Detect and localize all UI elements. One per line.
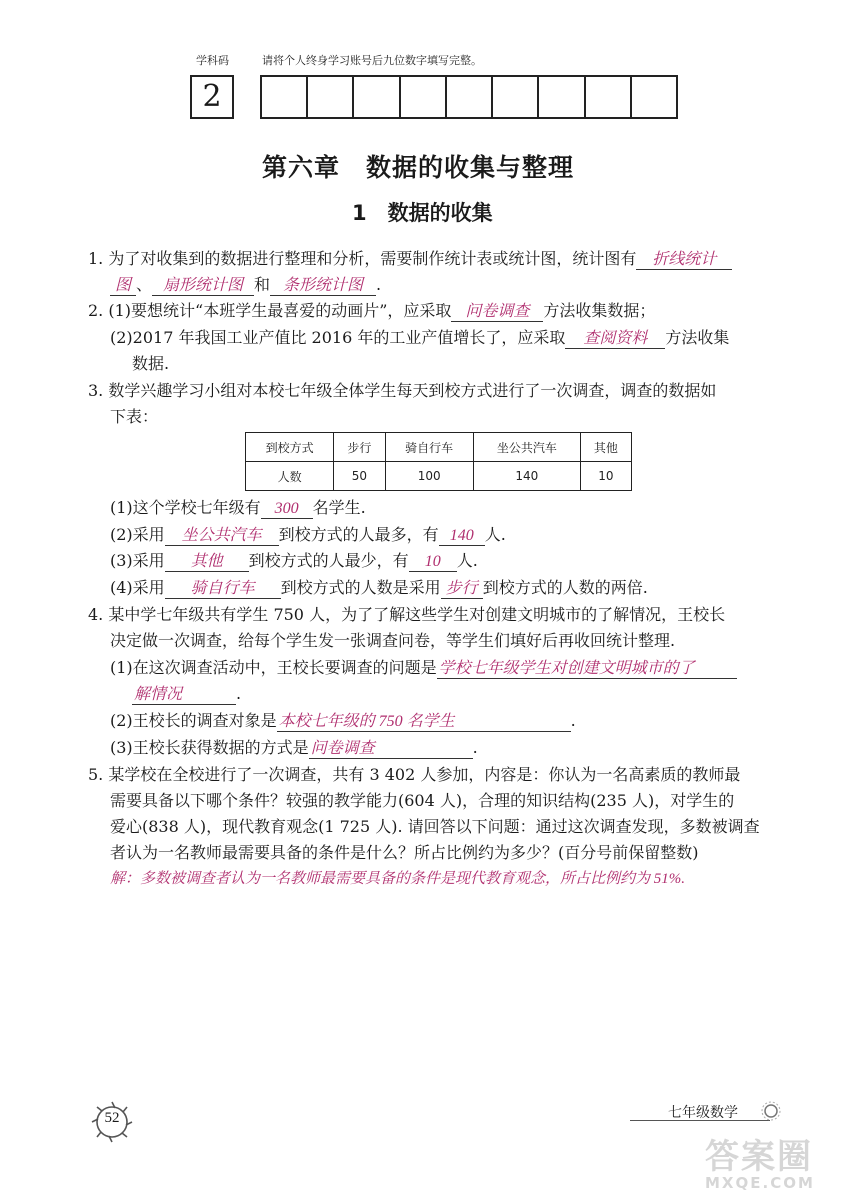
book-label: 七年级数学 (668, 1105, 738, 1121)
table-cell: 50 (334, 462, 385, 491)
question-5-line-1: 5. 某学校在全校进行了一次调查，共有 3 402 人参加，内容是：你认为一名高素质的教师最 (88, 765, 741, 784)
subject-code-label: 学科码 (196, 54, 229, 67)
question-4-line-1: 4. 某中学七年级共有学生 750 人，为了了解这些学生对创建文明城市的了解情况，王校长 (88, 605, 726, 624)
question-5-line-4: 者认为一名教师最需要具备的条件是什么？所占比例约为多少？(百分号前保留整数) (110, 843, 699, 862)
table-cell: 步行 (334, 433, 385, 462)
question-5-line-3: 爱心(838 人)，现代教育观念(1 725 人). 请回答以下问题：通过这次调查发现，多数被调查 (110, 817, 760, 836)
question-5-answer: 解：多数被调查者认为一名教师最需要具备的条件是现代教育观念，所占比例约为 51%. (110, 871, 685, 887)
account-digit-cell[interactable] (493, 77, 539, 117)
chapter-title: 第六章 数据的收集与整理 (262, 153, 575, 182)
table-cell: 到校方式 (246, 433, 334, 462)
answer-blank[interactable]: 扇形统计图 (152, 277, 254, 296)
account-digit-cell[interactable] (308, 77, 354, 117)
answer-blank[interactable]: 折线统计 (636, 251, 732, 270)
account-digit-cell[interactable] (262, 77, 308, 117)
commute-data-table (245, 432, 632, 491)
watermark-url: MXQE.COM (705, 1174, 815, 1192)
table-cell: 其他 (580, 433, 631, 462)
table-cell: 骑自行车 (385, 433, 473, 462)
table-header-row (246, 433, 632, 462)
answer-blank[interactable]: 步行 (441, 580, 483, 599)
account-digit-cell[interactable] (354, 77, 400, 117)
answer-blank[interactable]: 解情况 (132, 686, 236, 705)
question-1-text: 1. 为了对收集到的数据进行整理和分析，需要制作统计表或统计图，统计图有 (88, 249, 637, 268)
account-digit-cell[interactable] (586, 77, 632, 117)
account-number-grid[interactable] (260, 75, 678, 119)
table-cell: 100 (385, 462, 473, 491)
table-row (246, 462, 632, 491)
question-3-sub-4: (4)采用 骑自行车 到校方式的人数是采用 步行 到校方式的人数的两倍. (110, 578, 648, 597)
table-cell: 10 (580, 462, 631, 491)
account-instruction: 请将个人终身学习账号后九位数字填写完整。 (262, 54, 482, 67)
question-4-sub-3: (3)王校长获得数据的方式是 问卷调查 . (110, 738, 478, 757)
answer-blank[interactable]: 骑自行车 (165, 580, 281, 599)
account-digit-cell[interactable] (401, 77, 447, 117)
question-2-part-2: (2)2017 年我国工业产值比 2016 年的工业产值增长了，应采取 查阅资料 方法收集 (110, 328, 730, 347)
question-3-sub-2: (2)采用 坐公共汽车 到校方式的人最多，有 140 人. (110, 525, 506, 544)
answer-blank[interactable]: 300 (261, 500, 313, 519)
answer-blank[interactable]: 图 (110, 277, 136, 296)
page-number: 52 (104, 1110, 120, 1126)
answer-blank[interactable]: 坐公共汽车 (165, 527, 279, 546)
question-1-line-2: 图 、 扇形统计图 和 条形统计图 . (110, 274, 381, 296)
answer-blank[interactable]: 条形统计图 (270, 277, 376, 296)
table-cell: 坐公共汽车 (473, 433, 580, 462)
answer-blank[interactable]: 学校七年级学生对创建文明城市的了 (437, 660, 737, 679)
question-2-part-2-cont: 数据. (132, 354, 170, 373)
account-digit-cell[interactable] (447, 77, 493, 117)
question-4-sub-1-cont: 解情况 . (134, 684, 242, 703)
question-4-line-2: 决定做一次调查，给每个学生发一张调查问卷，等学生们填好后再收回统计整理. (110, 631, 676, 650)
answer-blank[interactable]: 问卷调查 (451, 303, 543, 322)
question-3-line-1: 3. 数学兴趣学习小组对本校七年级全体学生每天到校方式进行了一次调查，调查的数据如 (88, 381, 717, 400)
answer-blank[interactable]: 其他 (165, 553, 249, 572)
answer-blank[interactable]: 查阅资料 (565, 330, 665, 349)
account-digit-cell[interactable] (632, 77, 676, 117)
question-3-line-2: 下表： (110, 407, 159, 426)
answer-blank[interactable]: 10 (409, 553, 457, 572)
account-digit-cell[interactable] (539, 77, 585, 117)
question-1-line-1 (88, 248, 732, 270)
question-4-sub-2: (2)王校长的调查对象是 本校七年级的 750 名学生 . (110, 711, 576, 730)
question-4-sub-1: (1)在这次调查活动中，王校长要调查的问题是 学校七年级学生对创建文明城市的了 (110, 657, 737, 679)
footer-gear-icon (760, 1100, 782, 1122)
section-title: 1 数据的收集 (352, 201, 493, 225)
question-5-line-2: 需要具备以下哪个条件？较强的教学能力(604 人)，合理的知识结构(235 人)，对学生的 (110, 791, 735, 810)
question-3-sub-1: (1)这个学校七年级有 300 名学生. (110, 498, 366, 517)
answer-blank[interactable]: 问卷调查 (309, 740, 473, 759)
question-3-sub-3: (3)采用 其他 到校方式的人最少，有 10 人. (110, 551, 478, 570)
answer-blank[interactable]: 140 (439, 527, 485, 546)
table-cell: 140 (473, 462, 580, 491)
answer-blank[interactable]: 本校七年级的 750 名学生 (277, 713, 571, 732)
subject-code-box: 2 (190, 75, 234, 119)
watermark (705, 1137, 827, 1192)
question-2-part-1: 2. (1)要想统计“本班学生最喜爱的动画片”，应采取 问卷调查 方法收集数据； (88, 301, 656, 320)
table-cell: 人数 (246, 462, 334, 491)
watermark-main: 答案圈 (705, 1137, 813, 1177)
